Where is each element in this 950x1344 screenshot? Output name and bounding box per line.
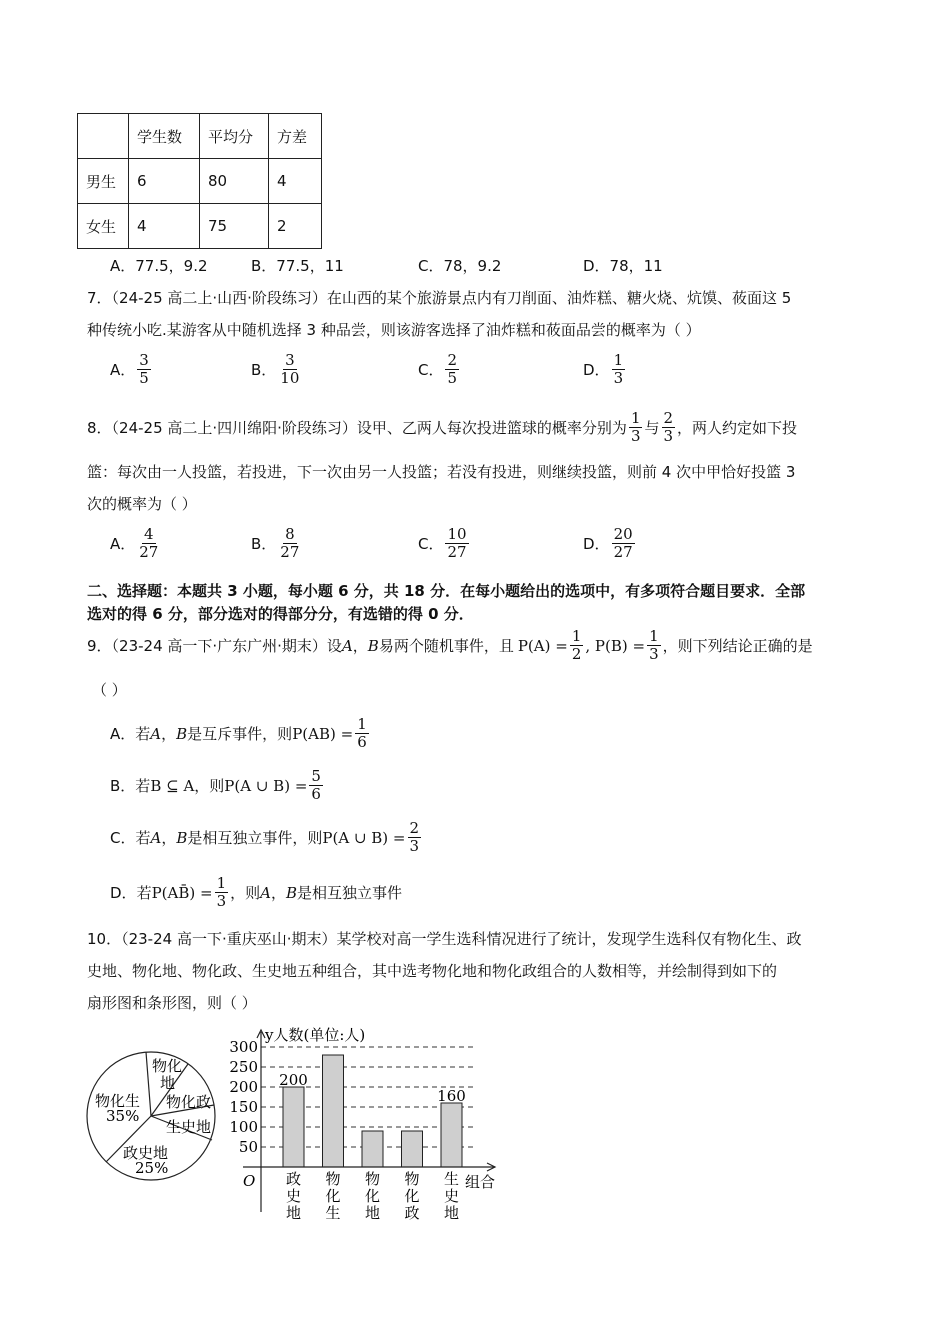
- q9-text-line1: [87, 628, 813, 663]
- q9-pb: , P(B) =: [585, 636, 646, 655]
- y-axis-label: y人数(单位:人): [265, 1026, 366, 1044]
- x-category-label: 史: [285, 1187, 302, 1205]
- x-category-label: 政: [404, 1204, 420, 1220]
- event-a: A: [150, 828, 162, 847]
- option-text: 是相互独立事件，则: [187, 829, 323, 847]
- q9-comma: ，: [352, 637, 368, 655]
- fraction: [278, 352, 301, 387]
- fraction: [612, 526, 635, 561]
- fraction: [278, 526, 301, 561]
- math-expr: P(AB̄) =: [151, 883, 213, 902]
- numerator: 1: [630, 409, 641, 427]
- bar: [441, 1103, 462, 1167]
- pie-label-wuhuadi-2: 地: [160, 1074, 176, 1092]
- bar: [362, 1131, 383, 1167]
- x-category-label: 物: [364, 1170, 381, 1188]
- table-cell: 4: [129, 204, 200, 249]
- table-cell: 80: [200, 159, 269, 204]
- q7-option-a[interactable]: [110, 352, 153, 387]
- denominator: 6: [357, 733, 367, 751]
- denominator: 27: [447, 543, 467, 561]
- pie-label-zhengshidi: 政史地: [123, 1144, 169, 1162]
- fraction: [137, 526, 160, 561]
- q10-text-line3: 扇形图和条形图，则（ ）: [87, 994, 257, 1012]
- x-category-label: 史: [443, 1187, 460, 1205]
- q9-text-post: ，则下列结论正确的是: [662, 637, 813, 655]
- table-row: [78, 159, 322, 204]
- table-header-cell: [78, 114, 129, 159]
- option-text: 若: [135, 725, 151, 743]
- denominator: 3: [649, 645, 659, 663]
- numerator: 10: [447, 525, 467, 543]
- x-category-label: 生: [325, 1204, 341, 1220]
- math-expr: B ⊆ A: [150, 776, 195, 795]
- event-b: B: [176, 724, 188, 743]
- denominator: 27: [613, 543, 633, 561]
- option-letter: D．: [110, 884, 137, 902]
- fraction: [408, 820, 422, 855]
- y-tick-label: 150: [229, 1098, 258, 1116]
- q7-option-b[interactable]: [251, 352, 303, 387]
- q9-option-b[interactable]: [110, 768, 325, 803]
- y-tick-label: 250: [229, 1058, 258, 1076]
- q8-option-c[interactable]: [418, 526, 471, 561]
- q10-text-line2: 史地、物化地、物化政、生史地五种组合，其中选考物化地和物化政组合的人数相等，并绘制得到如下的: [87, 962, 778, 980]
- table-row: [78, 204, 322, 249]
- q8-text-line2: 篮：每次由一人投篮，若投进，下一次由另一人投篮；若没有投进，则继续投篮，则前 4 次中甲恰好投篮 3: [87, 463, 796, 481]
- table-header-cell: 方差: [269, 114, 322, 159]
- bar: [283, 1087, 304, 1167]
- option-letter: C．: [418, 535, 444, 553]
- pie-pct-zhengshidi: 25%: [135, 1159, 169, 1177]
- x-category-label: 化: [325, 1187, 341, 1205]
- table-cell: 4: [269, 159, 322, 204]
- table-header-cell: 学生数: [129, 114, 200, 159]
- q8-option-b[interactable]: [251, 526, 303, 561]
- denominator: 2: [571, 645, 582, 663]
- x-category-label: 物: [325, 1170, 341, 1188]
- x-category-label: 化: [364, 1187, 381, 1205]
- q9-pa: P(A) =: [517, 636, 568, 655]
- option-letter: D．: [583, 535, 610, 553]
- x-category-label: 政: [285, 1170, 302, 1188]
- bar-data-label: 160: [437, 1087, 466, 1105]
- q9-paren: （ ）: [92, 681, 127, 699]
- table-cell: 男生: [78, 159, 129, 204]
- option-letter: A．: [110, 535, 136, 553]
- bar-chart: [225, 1020, 505, 1220]
- option-text: ，则: [230, 884, 261, 902]
- bar-data-label: 200: [279, 1071, 308, 1089]
- q8-text-post: ，两人约定如下投: [677, 419, 798, 437]
- fraction: [215, 875, 229, 910]
- numerator: 3: [139, 351, 149, 369]
- x-category-label: 物: [404, 1170, 420, 1188]
- y-tick-label: 200: [229, 1078, 258, 1096]
- q6-option-b[interactable]: B．77.5，11: [251, 257, 344, 275]
- table-header-row: [78, 114, 322, 159]
- fraction: [137, 352, 151, 387]
- option-letter: D．: [583, 361, 610, 379]
- option-letter: C．: [110, 829, 136, 847]
- numerator: 1: [649, 627, 659, 645]
- x-category-label: 化: [404, 1187, 420, 1205]
- event-a: A: [150, 724, 162, 743]
- table-cell: 女生: [78, 204, 129, 249]
- fraction: [445, 526, 468, 561]
- stats-table: [77, 113, 322, 249]
- numerator: 1: [357, 715, 367, 733]
- table-cell: 6: [129, 159, 200, 204]
- fraction: [445, 352, 459, 387]
- event-b: B: [367, 636, 379, 655]
- bar: [402, 1131, 423, 1167]
- table-cell: 75: [200, 204, 269, 249]
- fraction: [612, 352, 626, 387]
- y-tick-label: 300: [229, 1038, 258, 1056]
- q9-option-d[interactable]: [110, 875, 402, 910]
- option-letter: A．: [110, 361, 136, 379]
- numerator: 2: [447, 351, 458, 369]
- math-expr: P(AB) =: [292, 724, 354, 743]
- pie-divider: [146, 1052, 151, 1116]
- table-header-cell: 平均分: [200, 114, 269, 159]
- q8-text-line3: 次的概率为（ ）: [87, 495, 197, 513]
- x-category-label: 地: [443, 1204, 460, 1220]
- section2-heading-line1: 二、选择题：本题共 3 小题，每小题 6 分，共 18 分．在每小题给出的选项中，有多项符合题目要求．全部: [87, 582, 806, 600]
- pie-label-wuhuazheng: 物化政: [166, 1093, 212, 1111]
- q6-option-a[interactable]: A．77.5，9.2: [110, 257, 208, 275]
- q9-text-pre: 9．（23-24 高一下·广东广州·期末）设: [87, 637, 342, 655]
- option-letter: B．: [251, 361, 277, 379]
- fraction: [647, 628, 661, 663]
- numerator: 2: [409, 819, 420, 837]
- math-expr: P(A ∪ B) =: [322, 828, 406, 847]
- q8-option-d[interactable]: [583, 526, 637, 561]
- y-tick-label: 50: [238, 1138, 258, 1156]
- q8-text-line1: [87, 410, 797, 445]
- q8-text-mid: 与: [644, 419, 660, 437]
- x-category-label: 地: [285, 1204, 302, 1220]
- fraction: [309, 768, 323, 803]
- numerator: 1: [571, 627, 582, 645]
- numerator: 1: [216, 874, 227, 892]
- denominator: 5: [139, 369, 149, 387]
- q9-option-c[interactable]: [110, 820, 423, 855]
- denominator: 6: [311, 785, 321, 803]
- pie-chart: [80, 1035, 230, 1195]
- option-text: 若: [135, 777, 151, 795]
- numerator: 8: [285, 525, 295, 543]
- q6-option-d[interactable]: D．78，11: [583, 257, 663, 275]
- denominator: 3: [216, 892, 227, 910]
- option-text: 是相互独立事件: [297, 884, 403, 902]
- event-a: A: [260, 883, 271, 902]
- comma: ，: [161, 725, 177, 743]
- denominator: 3: [630, 427, 641, 445]
- q6-option-c[interactable]: C．78，9.2: [418, 257, 502, 275]
- denominator: 27: [280, 543, 300, 561]
- option-letter: B．: [251, 535, 277, 553]
- q9-text-mid: 易两个随机事件，且: [378, 637, 514, 655]
- numerator: 5: [311, 767, 321, 785]
- q7-text-line1: 7．（24-25 高二上·山西·阶段练习）在山西的某个旅游景点内有刀削面、油炸糕、糖火烧、炕馍、莜面这 5: [87, 289, 792, 307]
- bar: [323, 1055, 344, 1167]
- y-tick-label: 100: [229, 1118, 258, 1136]
- table-cell: 2: [269, 204, 322, 249]
- x-category-label: 生: [443, 1170, 460, 1188]
- x-axis-label: 组合: [465, 1173, 496, 1191]
- pie-label-wuhuadi-1: 物化: [152, 1057, 183, 1075]
- numerator: 4: [144, 525, 154, 543]
- section2-heading-line2: 选对的得 6 分，部分选对的得部分分，有选错的得 0 分．: [87, 605, 474, 623]
- event-b: B: [286, 883, 298, 902]
- q8-text-pre: 8．（24-25 高二上·四川绵阳·阶段练习）设甲、乙两人每次投进篮球的概率分别为: [87, 419, 627, 437]
- comma: ，: [270, 884, 286, 902]
- denominator: 5: [447, 369, 458, 387]
- pie-label-shengshidi: 生史地: [166, 1118, 212, 1136]
- q7-option-c[interactable]: [418, 352, 461, 387]
- numerator: 2: [663, 409, 674, 427]
- denominator: 27: [139, 543, 159, 561]
- numerator: 20: [613, 525, 633, 543]
- denominator: 3: [613, 369, 624, 387]
- option-letter: C．: [418, 361, 444, 379]
- math-expr: P(A ∪ B) =: [224, 776, 308, 795]
- fraction: [629, 410, 643, 445]
- origin-label: O: [243, 1172, 256, 1190]
- fraction: [662, 410, 676, 445]
- numerator: 3: [285, 351, 295, 369]
- pie-pct-wuhuasheng: 35%: [106, 1107, 140, 1125]
- numerator: 1: [613, 351, 624, 369]
- option-text: 若: [135, 829, 151, 847]
- option-letter: A．: [110, 725, 136, 743]
- q7-text-line2: 种传统小吃.某游客从中随机选择 3 种品尝，则该游客选择了油炸糕和莜面品尝的概率为（ ）: [87, 321, 701, 339]
- denominator: 3: [409, 837, 420, 855]
- option-letter: B．: [110, 777, 136, 795]
- fraction: [570, 628, 584, 663]
- event-b: B: [176, 828, 188, 847]
- q7-option-d[interactable]: [583, 352, 627, 387]
- pie-label-wuhuasheng: 物化生: [95, 1092, 141, 1110]
- event-a: A: [341, 636, 353, 655]
- denominator: 10: [280, 369, 300, 387]
- denominator: 3: [663, 427, 674, 445]
- q10-text-line1: 10．（23-24 高一下·重庆巫山·期末）某学校对高一学生选科情况进行了统计，发现学生选科仅有物化生、政: [87, 930, 802, 948]
- q9-option-a[interactable]: [110, 716, 371, 751]
- fraction: [355, 716, 369, 751]
- comma: ，: [161, 829, 177, 847]
- option-text: ，则: [194, 777, 225, 795]
- x-category-label: 地: [364, 1204, 381, 1220]
- option-text: 是互斥事件，则: [187, 725, 293, 743]
- q8-option-a[interactable]: [110, 526, 162, 561]
- option-text: 若: [136, 884, 152, 902]
